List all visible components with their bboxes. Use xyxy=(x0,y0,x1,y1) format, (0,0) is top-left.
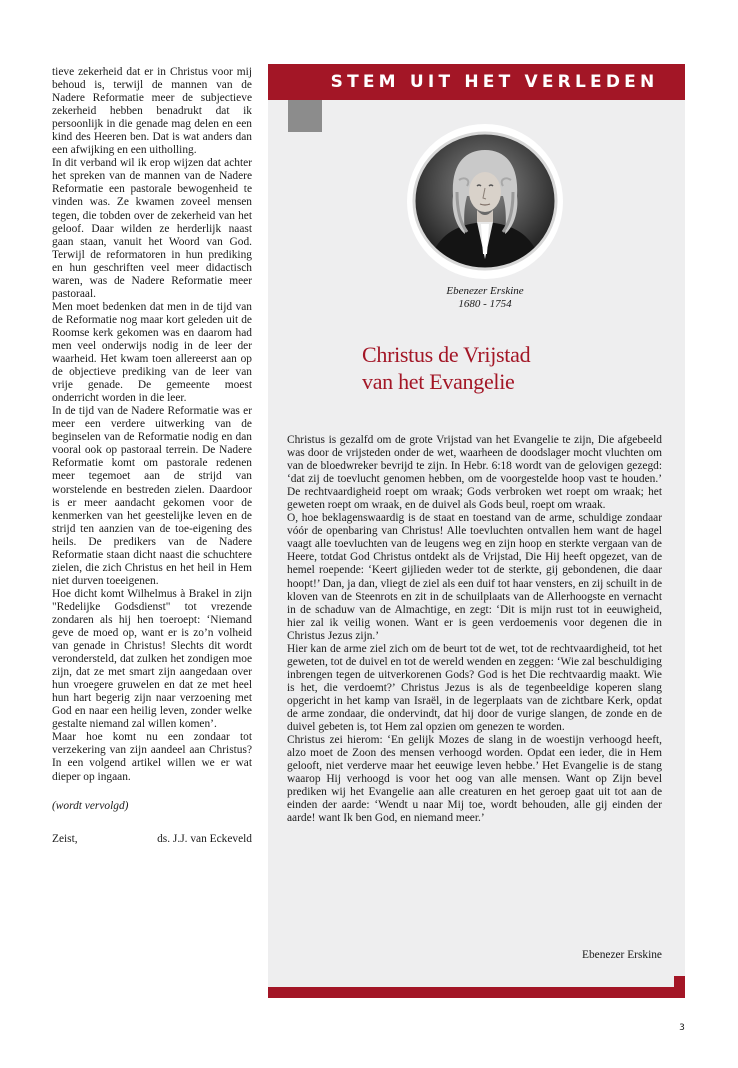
article-author: Ebenezer Erskine xyxy=(581,949,662,961)
section-banner: STEM UIT HET VERLEDEN xyxy=(268,64,685,100)
portrait-image xyxy=(407,124,563,279)
left-column xyxy=(52,66,252,846)
signature-place: Zeist, xyxy=(52,832,78,845)
article-title xyxy=(362,341,622,395)
left-paragraph: Hoe dicht komt Wilhelmus à Brakel in zijn "Redelijke Godsdienst" tot vrezende zondaren als hij hen toeroept: ‘Niemand geve de moed op, want er is zo’n volheid van genade in Christus! Slechts dit wordt verondersteld, dat zulken het zondigen moe zijn, dat ze met smart zijn aangedaan over hun vroegere gruwelen en dat ze met heel hun hart begerig zijn naar verzoening met God en naar een heilig leven, zonder welke gestalte niemand zal willen komen’. xyxy=(52,587,252,731)
page-number: 3 xyxy=(679,1023,685,1033)
continued-note: (wordt vervolgd) xyxy=(52,799,129,812)
signature-author: ds. J.J. van Eckeveld xyxy=(157,832,252,845)
article-title-line: Christus de Vrijstad xyxy=(362,342,531,367)
left-paragraph: In dit verband wil ik erop wijzen dat achter het spreken van de mannen van de Nadere Reformatie een pastorale bewogenheid te vinden was. Ze kwamen zoveel mensen tegen, die tobden over de zekerheid van het geloof. Daar wilden ze herderlijk naast gaan staan, vanuit het Woord van God. Terwijl de reformatoren in hun prediking en hun geschriften veel meer didactisch waren, was de Nadere Reformatie meer pastoraal. xyxy=(52,157,252,300)
article-title-line: van het Evangelie xyxy=(362,369,515,394)
decorative-square xyxy=(288,100,322,132)
portrait-caption xyxy=(420,285,550,311)
portrait-frame xyxy=(407,124,563,279)
caption-name: Ebenezer Erskine xyxy=(446,285,524,297)
article-paragraph: O, hoe beklagenswaardig is de staat en toestand van de arme, schuldige zondaar vóór de openbaring van Christus! Alle toevluchten ontvallen hem want de hagel vaagt alle toevluchten van de leugens weg en zijn hoop en sterkte vergaan van de Heere, totdat God Christus ontdekt als de Vrijstad, Die Hij heeft opgezet, van de hemel roepende: ‘Keert gijlieden weder tot de sterkte, gij gebondenen, die daar hoopt!’ Dan, ja dan, vliegt de ziel als een duif tot haar vensters, en zij schuilt in de kloven van de Steenrots en zit in de schuilplaats van de Allerhoogste en vernacht in de schaduw van de Almachtige, en zegt: ‘Dit is mijn rust tot in eeuwigheid, hier zal ik veilig wonen. Want er is geen verdoemenis voor degenen die in Christus Jezus zijn.’ xyxy=(287,512,662,642)
article-paragraph: Hier kan de arme ziel zich om de beurt tot de wet, tot de rechtvaardigheid, tot het geweten, tot de duivel en tot de wereld wenden en zeggen: ‘Wie zal beschuldiging inbrengen tegen de uitverkorenen Gods? God is het Die rechtvaardig maakt. Wie is het, die verdoemt?’ Christus Jezus is als de tegenbeeldige koperen slang opgericht in het kamp van Israël, in de legerplaats van de zichtbare Kerk, opdat de arme zondaar, die ondervindt, dat hij door de vurige slangen, de zonde en de duivel gebeten is, tot Hem zal opzien om genezen te worden. xyxy=(287,642,662,734)
article-body xyxy=(287,434,662,825)
caption-years: 1680 - 1754 xyxy=(458,298,512,310)
left-paragraph: In de tijd van de Nadere Reformatie was er meer een verdere uitwerking van de beginselen van de Reformatie nodig en dan vooral ook op pastoraal terrein. De Nadere Reformatie komt om pastorale redenen meer tegemoet aan de strijd van worstelende en bestreden zielen. Daardoor is er meer aandacht gekomen voor de kenmerken van het geestelijke leven en de strijd ten aanzien van de toe-eigening des heils. De predikers van de Nadere Reformatie staan dicht naast die schuchtere zielen, die zich Christus en het heil in Hem niet durven toeeigenen. xyxy=(52,405,252,587)
bottom-rule xyxy=(268,987,685,998)
left-paragraph: Maar hoe komt nu een zondaar tot verzekering van zijn aandeel aan Christus? In een volgend artikel willen we er wat dieper op ingaan. xyxy=(52,731,252,783)
article-paragraph: Christus is gezalfd om de grote Vrijstad van het Evangelie te zijn, Die afgebeeld was door de vrijsteden onder de wet, waarheen de doodslager mocht vluchten om van de bloedwreker bevrijd te zijn. In Hebr. 6:18 wordt van de gelovigen gezegd: ‘dat zij de toevlucht genomen hebben, om de voorgestelde hoop vast te houden.’ De rechtvaardigheid roept om wraak; Gods verbroken wet roept om wraak; het geweten roept om wraak, en de duivel als Gods beul, roept om wraak. xyxy=(287,434,662,512)
left-paragraph: tieve zekerheid dat er in Christus voor mij behoud is, terwijl de mannen van de Nadere Reformatie meer de subjectieve zekerheid hebben benadrukt dat ik persoonlijk in die genade mag delen en een kind des Heeren ben. Dat is wat anders dan een afwijking en een uitholling. xyxy=(52,66,252,157)
left-paragraph: Men moet bedenken dat men in de tijd van de Reformatie nog maar kort geleden uit de Roomse kerk gekomen was en daarom had men veel onderwijs nodig in de leer der waarheid. Het kwam toen allereerst aan op de objectieve prediking van de leer van vrije genade. De gemeente moest onderricht worden in die leer. xyxy=(52,300,252,405)
article-paragraph: Christus zei hierom: ‘En gelijk Mozes de slang in de woestijn verhoogd heeft, alzo moet de Zoon des mensen verhoogd worden. Opdat een ieder, die in Hem gelooft, niet verderve maar het eeuwige leven hebbe.’ Het Evangelie is de stang waarop Hij verhoogd is voor het oog van alle mensen. Want op Zijn bevel prediken wij het Evangelie aan alle creaturen en het geroep gaat uit tot aan de einden der aarde: ‘Wendt u naar Mij toe, wordt behouden, alle gij einden der aarde! want Ik ben God, en niemand meer.’ xyxy=(287,734,662,825)
signature-line xyxy=(52,833,252,846)
